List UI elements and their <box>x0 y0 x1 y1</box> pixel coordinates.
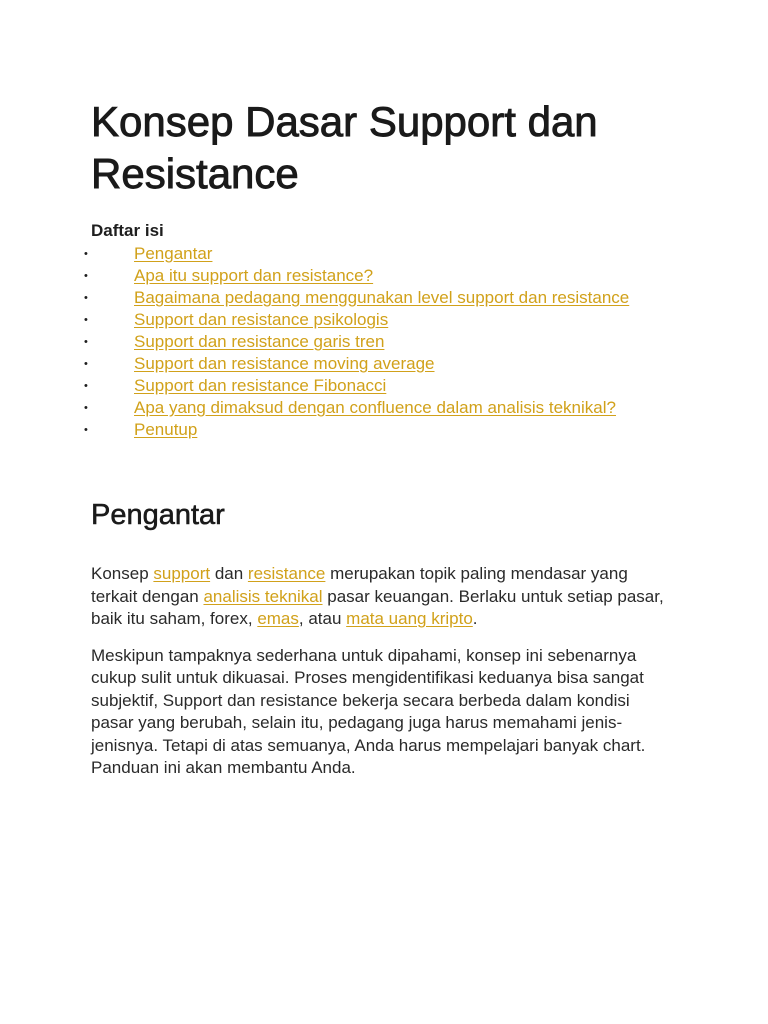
section-heading: Pengantar <box>91 499 225 531</box>
toc-item <box>84 397 684 419</box>
toc-item <box>84 331 684 353</box>
link-analisis-teknikal[interactable]: analisis teknikal <box>203 586 323 606</box>
toc-item <box>84 375 684 397</box>
bullet-icon: • <box>84 248 88 260</box>
table-of-contents <box>84 243 684 441</box>
intro-paragraph <box>91 563 671 631</box>
paragraph-text: merupakan topik paling mendasar yang terkait dengan <box>91 564 628 606</box>
paragraph-text: Konsep <box>91 564 154 583</box>
toc-link-fibonacci[interactable]: Support dan resistance Fibonacci <box>134 376 387 395</box>
toc-link-bagaimana[interactable]: Bagaimana pedagang menggunakan level support dan resistance <box>134 288 630 307</box>
bullet-icon: • <box>84 314 88 326</box>
paragraph-text: pasar keuangan. Berlaku untuk setiap pasar, baik itu saham, forex, <box>91 586 664 628</box>
link-emas[interactable]: emas <box>257 609 299 628</box>
toc-item <box>84 243 684 265</box>
body-paragraph: Meskipun tampaknya sederhana untuk dipahami, konsep ini sebenarnya cukup sulit untuk dikuasai. Proses mengidentifikasi keduanya bisa sangat subjektif, Support dan resistance bekerja secara berbeda dalam kondisi pasar yang berubah, selain itu, pedagang juga harus memahami jenis-jenisnya. Tetapi di atas semuanya, Anda harus mempelajari banyak chart. Panduan ini akan membantu Anda. <box>91 645 646 777</box>
toc-link-pengantar[interactable]: Pengantar <box>134 244 213 263</box>
toc-item <box>84 287 684 309</box>
bullet-icon: • <box>84 292 88 304</box>
paragraph-text: dan <box>210 564 248 583</box>
link-support[interactable]: support <box>153 564 211 583</box>
link-resistance[interactable]: resistance <box>247 564 326 583</box>
bullet-icon: • <box>84 424 88 436</box>
toc-link-penutup[interactable]: Penutup <box>134 420 198 439</box>
article <box>84 96 691 780</box>
link-mata-uang-kripto[interactable]: mata uang kripto <box>346 609 473 628</box>
bullet-icon: • <box>84 358 88 370</box>
toc-link-psikologis[interactable]: Support dan resistance psikologis <box>134 310 389 329</box>
toc-link-apa-itu[interactable]: Apa itu support dan resistance? <box>134 266 374 285</box>
page-title: Konsep Dasar Support dan Resistance <box>91 98 598 197</box>
bullet-icon: • <box>84 270 88 282</box>
toc-heading: Daftar isi <box>91 221 164 240</box>
toc-link-confluence[interactable]: Apa yang dimaksud dengan confluence dalam analisis teknikal? <box>134 398 616 417</box>
toc-item <box>84 309 684 331</box>
toc-item <box>84 353 684 375</box>
toc-item <box>84 419 684 441</box>
bullet-icon: • <box>84 336 88 348</box>
bullet-icon: • <box>84 402 88 414</box>
toc-link-garis-tren[interactable]: Support dan resistance garis tren <box>134 332 385 351</box>
bullet-icon: • <box>84 380 88 392</box>
paragraph-text: . <box>472 609 478 628</box>
paragraph-text: , atau <box>298 609 347 628</box>
toc-link-moving-average[interactable]: Support dan resistance moving average <box>134 354 435 373</box>
toc-item <box>84 265 684 287</box>
